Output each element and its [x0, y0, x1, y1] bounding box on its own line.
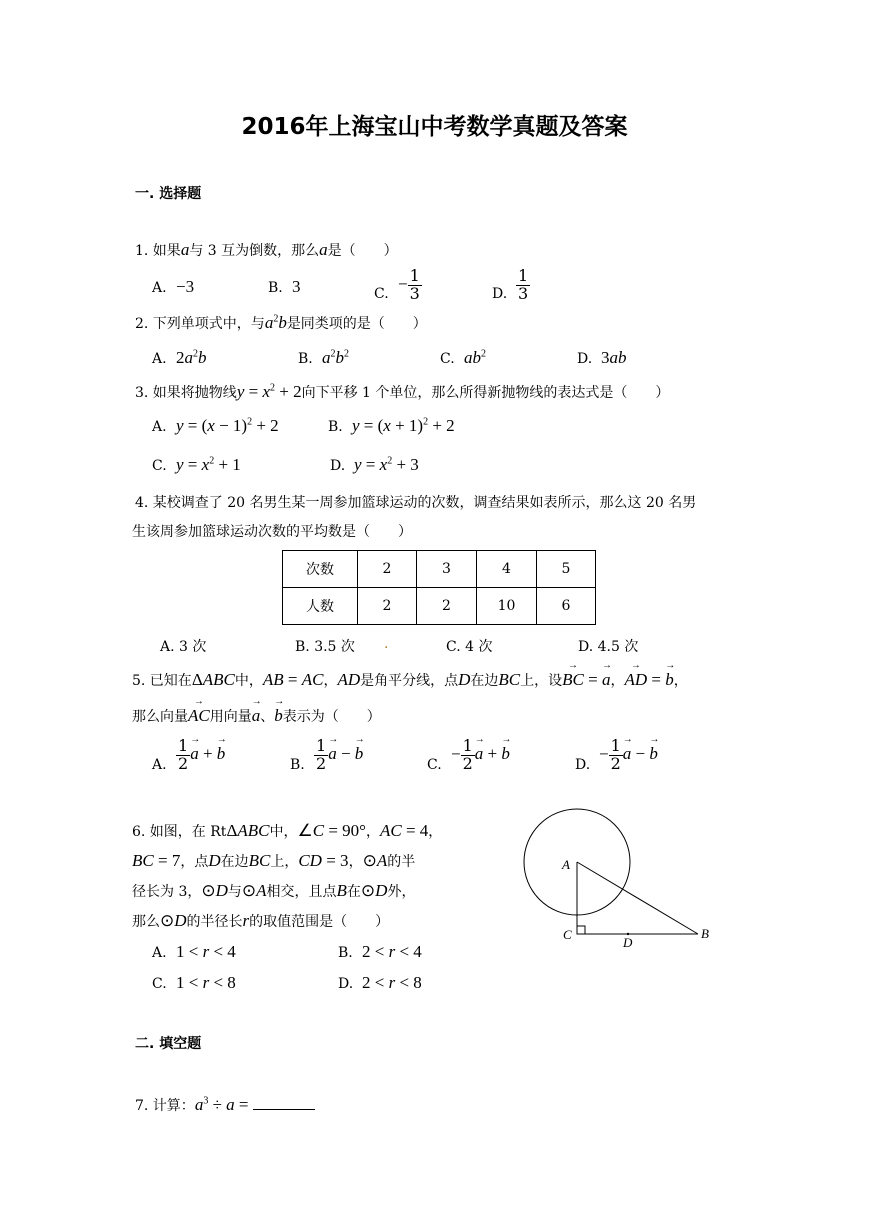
question-6-line1: 6. 如图，在 RtΔABC中，∠C = 90°，AC = 4， — [132, 821, 443, 840]
question-2: 2. 下列单项式中，与$a^2b$是同类项的是（ ） — [135, 313, 427, 332]
question-7: 7. 计算：$a^3 \div a$ = — [135, 1095, 315, 1115]
answer-blank[interactable] — [253, 1095, 315, 1110]
question-3: 3. 如果将抛物线$y = x^2 + 2$向下平移 1 个单位，那么所得新抛物线的表达式是（ ） — [135, 382, 670, 401]
question-6-line2: BC = 7，点D在边BC上，CD = 3，⊙A的半 — [132, 851, 416, 870]
q3-options-row1: A. $y = (x - 1)^2 + 2$ B. $y = (x + 1)^2 + 2$ — [152, 416, 455, 435]
label-a: A — [562, 857, 570, 872]
q3-options-row2: C. $y = x^2 + 1$ D. $y = x^2 + 3$ — [152, 455, 419, 474]
question-1: 1. 如果a与 3 互为倒数，那么a是（ ） — [135, 240, 398, 259]
question-5-line1: 5. 已知在ΔABC中，AB = AC，AD是角平分线，点D在边BC上，设→ BC = → a，→ AD = → b， — [132, 670, 688, 690]
right-angle-mark — [577, 926, 585, 934]
label-b: B — [701, 926, 709, 941]
q6-geometry-figure — [515, 800, 725, 960]
question-5-line2: 那么向量→ AC用向量→ a、→ b表示为（ ） — [132, 706, 381, 726]
q6-options-row1: A. 1 < r < 4 B. 2 < r < 4 — [152, 942, 422, 961]
label-d: D — [623, 935, 633, 950]
table-row: 次数 2 3 4 5 — [283, 551, 596, 588]
question-4-line1: 4. 某校调查了 20 名男生某一周参加篮球运动的次数，调查结果如表所示，那么这 20 名男 — [135, 495, 697, 511]
q2-options: A. $2a^2b$ B. $a^2b^2$ C. $ab^2$ D. 3ab — [152, 348, 627, 367]
section-heading-choice: 一. 选择题 — [135, 186, 202, 202]
label-c: C — [563, 927, 572, 942]
q5-options: A. $\frac{1}{2}$ → a + → b B. $\frac{1}{2}$ → a − → b C.− $\frac{1}{2}$ → a + → b D.− $\frac{1}{2}$ → a − → b — [152, 738, 712, 782]
segment-ab — [577, 862, 698, 934]
question-4-line2: 生该周参加篮球运动次数的平均数是（ ） — [132, 524, 412, 540]
question-6-line3: 径长为 3，⊙D与⊙A相交，且点B在⊙D外， — [132, 881, 416, 900]
q4-data-table — [282, 550, 596, 625]
question-6-line4: 那么⊙D的半径长r的取值范围是（ ） — [132, 911, 390, 930]
page-title: 2016年上海宝山中考数学真题及答案 — [241, 114, 628, 140]
q4-options: A. 3 次 B. 3.5 次 . C. 4 次 D. 4.5 次 — [160, 636, 639, 655]
table-row: 人数 2 2 10 6 — [283, 588, 596, 625]
section-heading-fill: 二. 填空题 — [135, 1036, 202, 1052]
q6-options-row2: C. 1 < r < 8 D. 2 < r < 8 — [152, 973, 422, 992]
